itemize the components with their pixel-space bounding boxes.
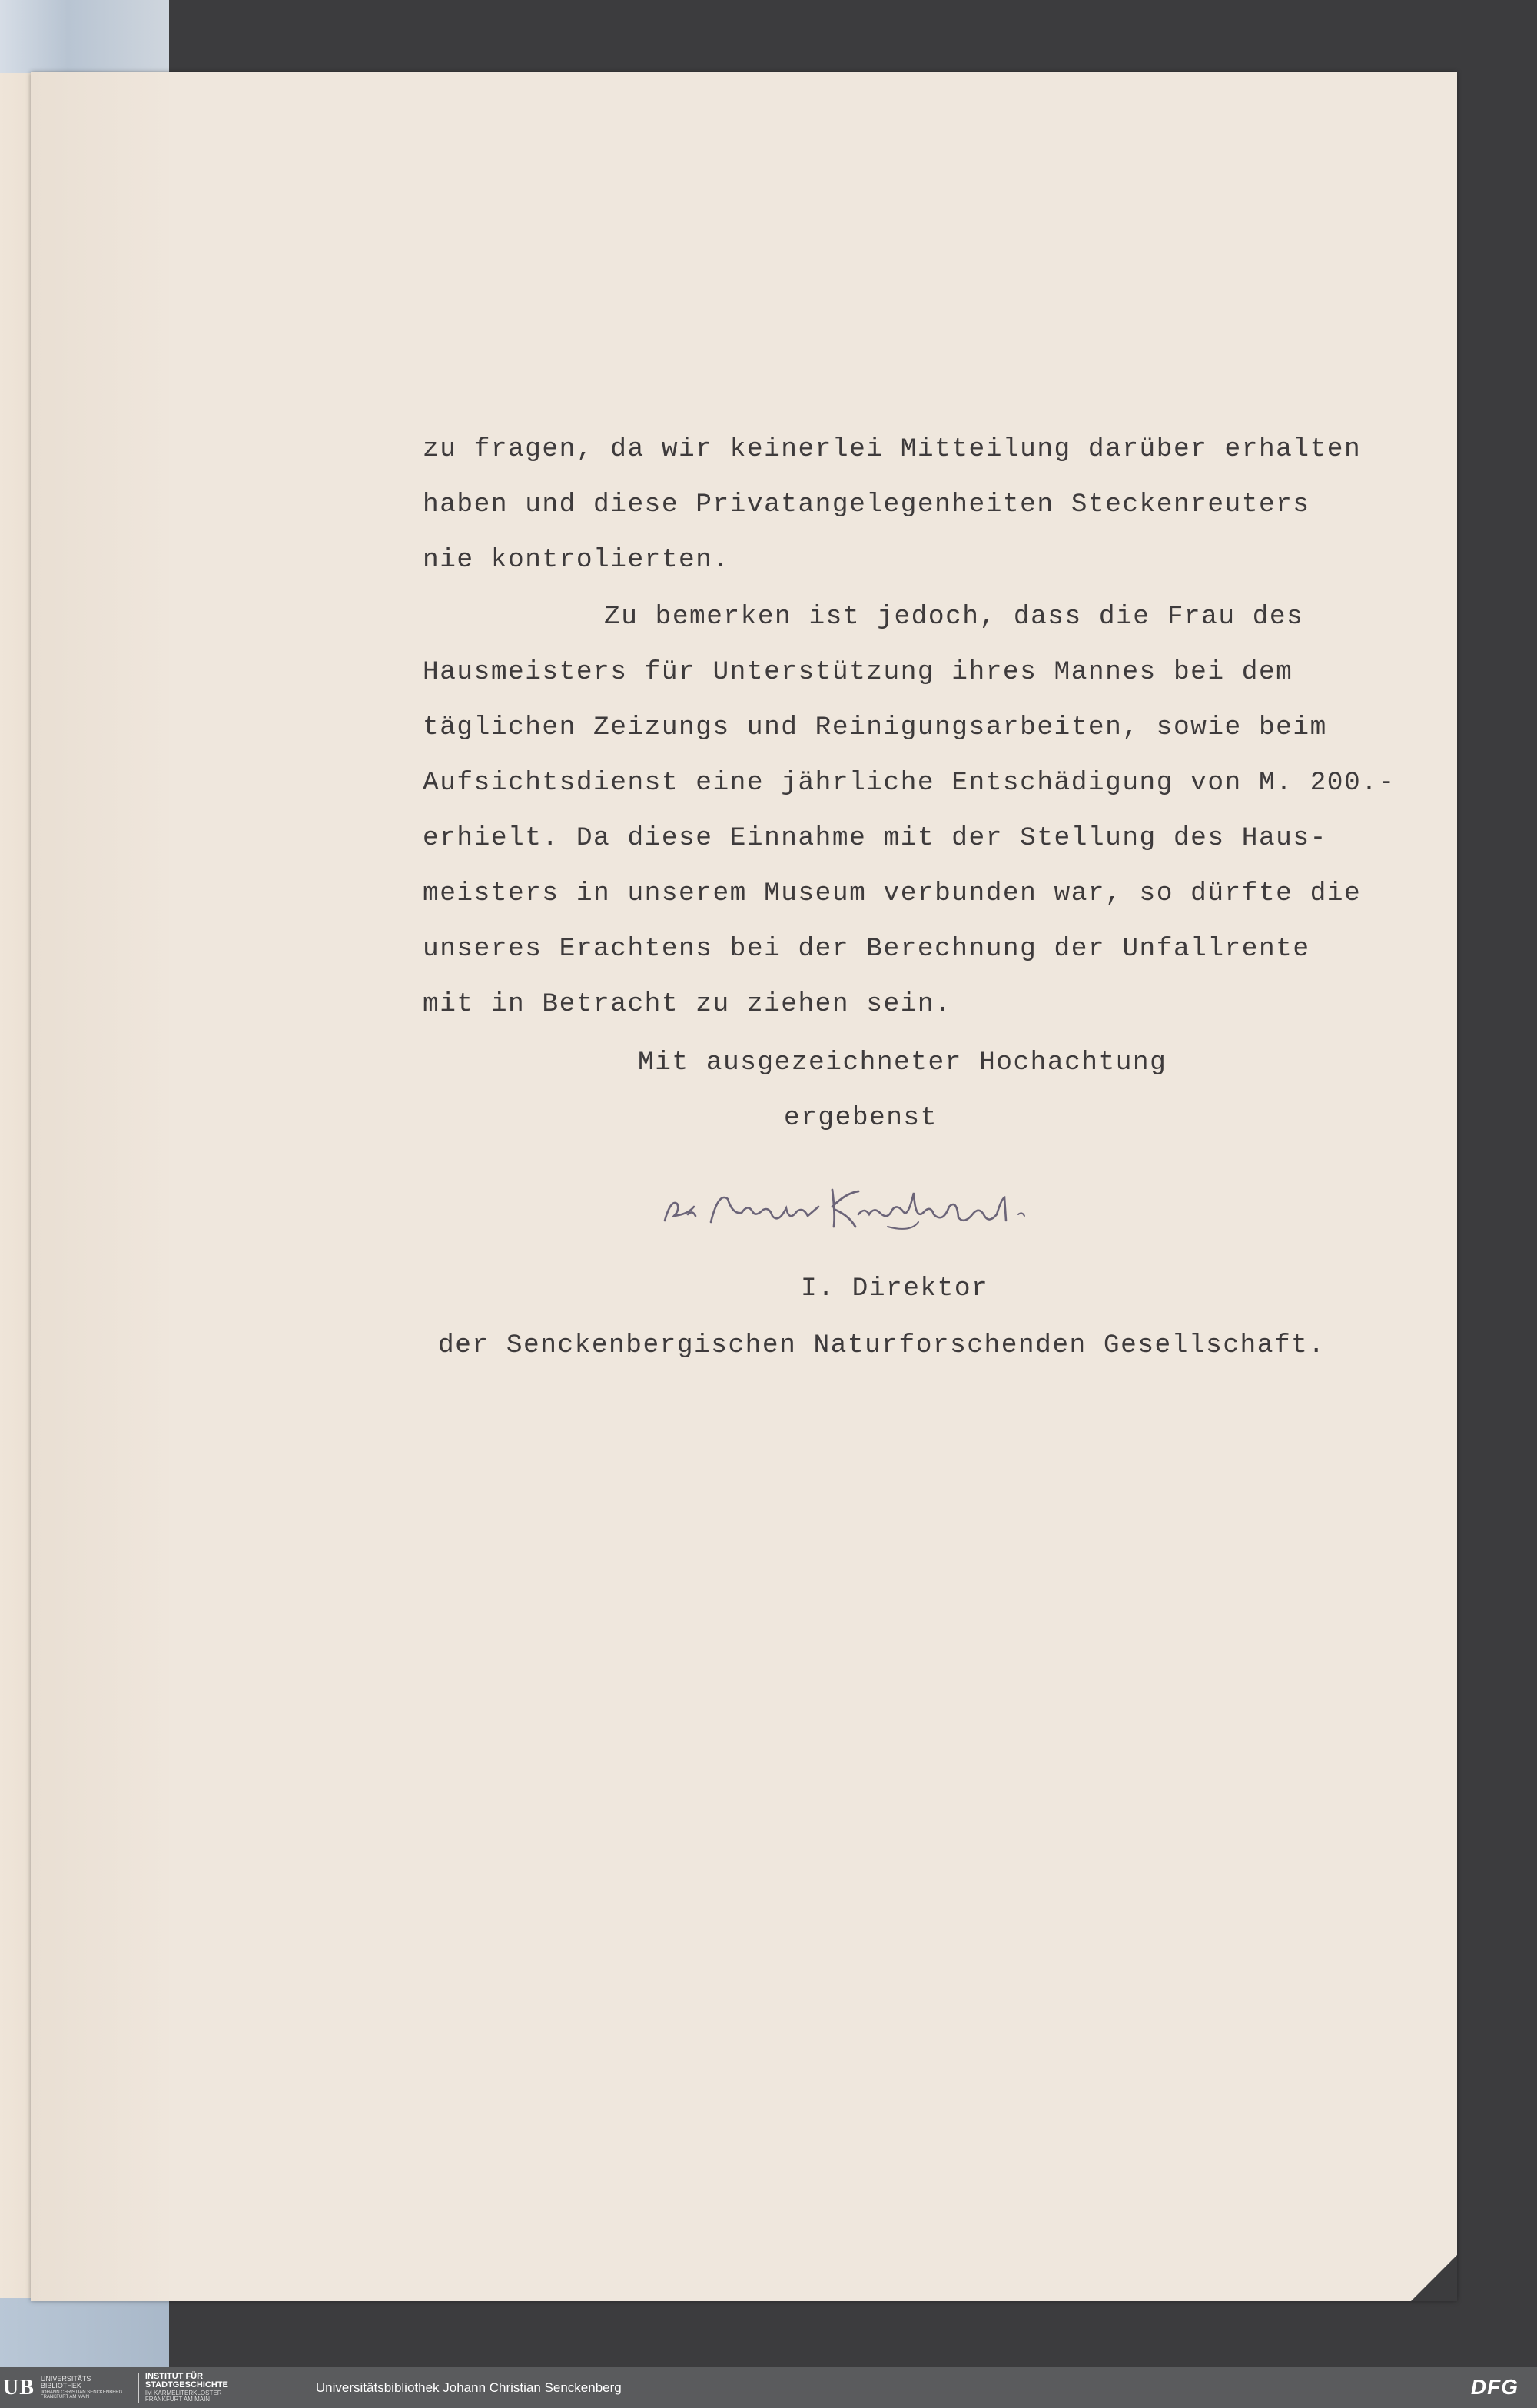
signature-image bbox=[657, 1176, 1049, 1237]
letter-line: mit in Betracht zu ziehen sein. bbox=[423, 989, 952, 1019]
closing-sub-line: ergebenst bbox=[784, 1103, 938, 1133]
ifs-logo[interactable] bbox=[138, 2373, 276, 2403]
viewer-footer bbox=[0, 2367, 1537, 2408]
ub-logo: UB bbox=[3, 2375, 35, 2400]
organization-name: der Senckenbergischen Naturforschenden Gesellschaft. bbox=[438, 1330, 1326, 1360]
ub-logo-text bbox=[41, 2376, 127, 2400]
ifs-sub-line: IM KARMELITERKLOSTER bbox=[144, 2389, 222, 2396]
letter-line: nie kontrolierten. bbox=[423, 545, 730, 575]
ub-logo-block[interactable] bbox=[0, 2367, 127, 2408]
closing-line: Mit ausgezeichneter Hochachtung bbox=[638, 1048, 1167, 1078]
letter-line: erhielt. Da diese Einnahme mit der Stellung des Haus- bbox=[423, 823, 1327, 853]
library-name: Universitätsbibliothek Johann Christian Senckenberg bbox=[315, 2380, 622, 2395]
letter-line: Hausmeisters für Unterstützung ihres Mannes bei dem bbox=[423, 657, 1293, 687]
letter-line: meisters in unserem Museum verbunden war, so dürfte die bbox=[423, 879, 1362, 908]
folder-edge-top bbox=[0, 0, 169, 73]
letter-line: Aufsichtsdienst eine jährliche Entschädigung von M. 200.- bbox=[423, 768, 1396, 798]
ub-text-line: JOHANN CHRISTIAN SENCKENBERG bbox=[40, 2390, 123, 2395]
signer-title: I. Direktor bbox=[801, 1274, 989, 1304]
page-corner-fold bbox=[1411, 2255, 1457, 2301]
letter-line: unseres Erachtens bei der Berechnung der Unfallrente bbox=[423, 934, 1310, 964]
ub-text-line: BIBLIOTHEK bbox=[40, 2382, 81, 2390]
folder-edge-bottom bbox=[0, 2298, 169, 2367]
letter-line: haben und diese Privatangelegenheiten Steckenreuters bbox=[423, 490, 1310, 520]
ifs-sub-line: FRANKFURT AM MAIN bbox=[144, 2396, 211, 2403]
ifs-title-line: STADTGESCHICHTE bbox=[144, 2380, 228, 2390]
dfg-logo[interactable]: DFG bbox=[1470, 2375, 1519, 2399]
ifs-title-line: INSTITUT FÜR bbox=[144, 2371, 204, 2381]
letter-line: zu fragen, da wir keinerlei Mitteilung darüber erhalten bbox=[423, 434, 1362, 464]
letter-line: Zu bemerken ist jedoch, dass die Frau des bbox=[604, 602, 1304, 632]
ub-text-line: FRANKFURT AM MAIN bbox=[40, 2394, 90, 2400]
letter-line: täglichen Zeizungs und Reinigungsarbeiten, sowie beim bbox=[423, 712, 1327, 742]
ub-text-line: UNIVERSITÄTS bbox=[40, 2374, 91, 2383]
letter-page bbox=[31, 72, 1457, 2301]
